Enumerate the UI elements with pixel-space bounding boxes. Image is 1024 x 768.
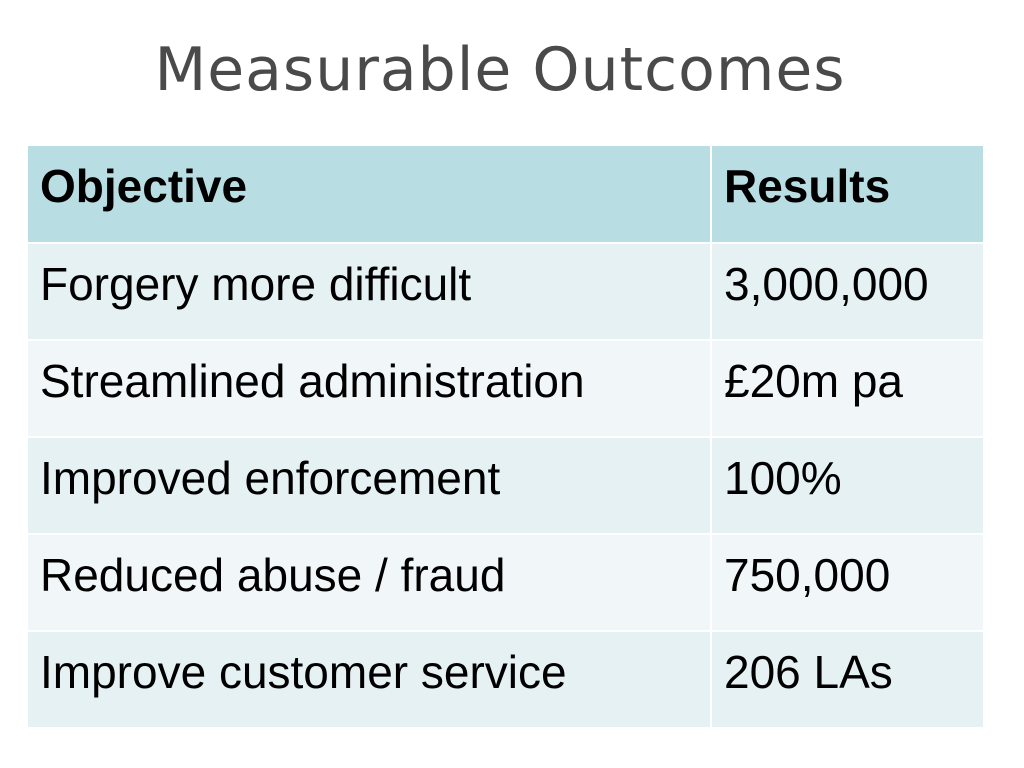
table-row — [28, 631, 983, 728]
result-cell: 750,000 — [711, 534, 983, 631]
table-row — [28, 534, 983, 631]
objective-cell: Forgery more difficult — [28, 243, 711, 340]
objective-cell: Reduced abuse / fraud — [28, 534, 711, 631]
table-row — [28, 437, 983, 534]
result-cell: 100% — [711, 437, 983, 534]
objective-cell: Improved enforcement — [28, 437, 711, 534]
header-results: Results — [711, 146, 983, 243]
objective-cell: Streamlined administration — [28, 340, 711, 437]
objective-cell: Improve customer service — [28, 631, 711, 728]
result-cell: 206 LAs — [711, 631, 983, 728]
result-cell: £20m pa — [711, 340, 983, 437]
outcomes-table — [28, 146, 983, 729]
slide-title: Measurable Outcomes — [154, 35, 846, 105]
header-objective: Objective — [28, 146, 711, 243]
table-row — [28, 243, 983, 340]
table-header-row — [28, 146, 983, 243]
table-row — [28, 340, 983, 437]
result-cell: 3,000,000 — [711, 243, 983, 340]
